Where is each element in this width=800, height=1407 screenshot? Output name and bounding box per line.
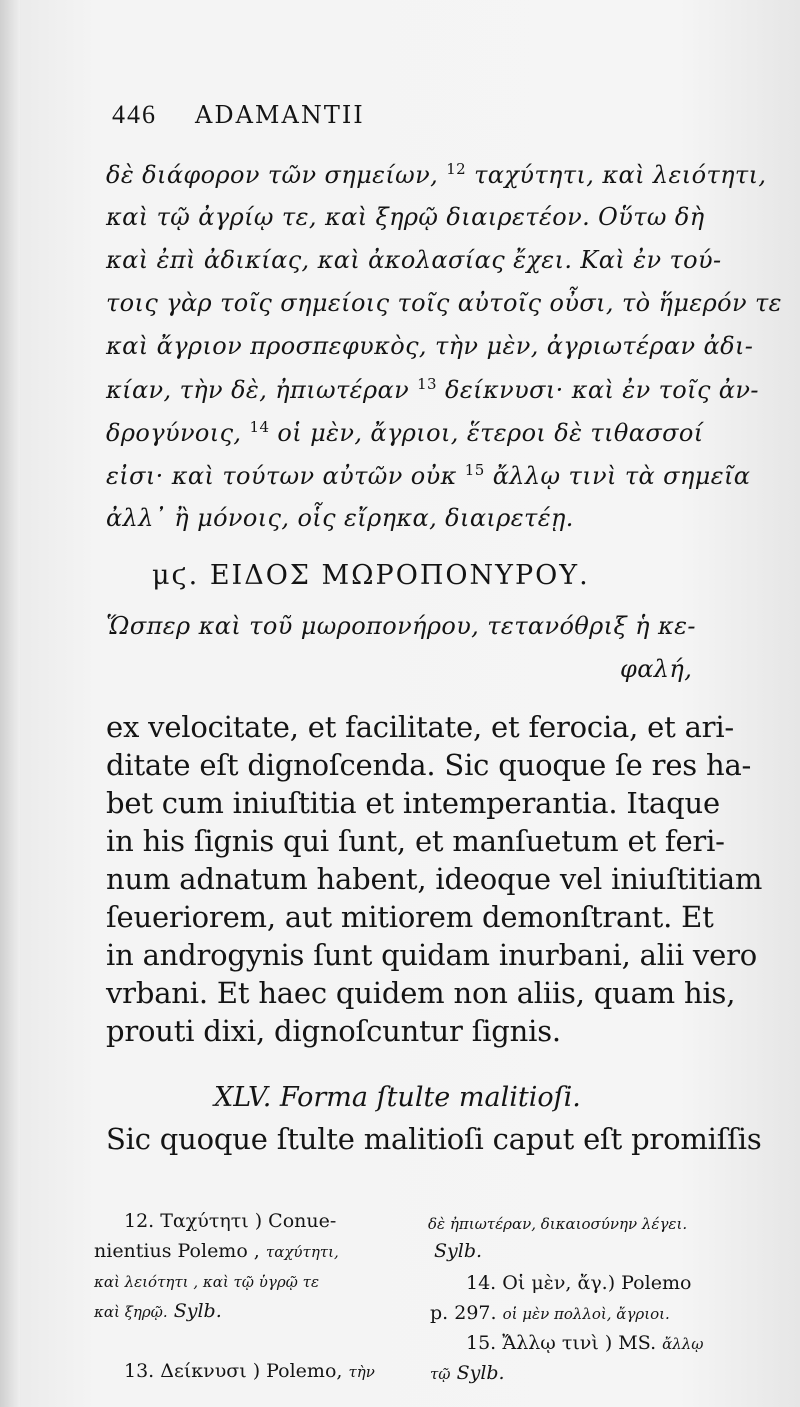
footnote-ref: 12 <box>446 160 467 178</box>
greek-line: Ὥσπερ καὶ τοῦ μωροπονήρου, τετανόθριξ ἡ κε- <box>106 612 696 640</box>
footnote-ref: 14 <box>249 418 270 436</box>
greek-line: καὶ τῷ ἀγρίῳ τε, καὶ ξηρῷ διαιρετέον. Οὕτω δὴ <box>106 203 705 231</box>
section-heading-greek: μϛ. ΕΙΔΟΣ ΜΩΡΟΠΟΝΥΡΟΥ. <box>152 560 590 591</box>
section-heading-latin: XLV. Forma ſtulte malitioſi. <box>214 1082 581 1113</box>
footnote-line: δὲ ἠπιωτέραν, δικαιοσύνην λέγει. <box>428 1215 688 1233</box>
greek-line: δρογύνοις, $^{14}$ οἱ μὲν, ἄγριοι, ἕτεροι δὲ τιθασσοί <box>106 418 704 447</box>
footnote-line: τῷ Sylb. <box>430 1362 505 1384</box>
footnote-line: nientius Polemo , ταχύτητι, <box>94 1240 339 1262</box>
latin-line: ex velocitate, et facilitate, et ferocia, et ari- <box>106 710 735 744</box>
latin-line: ditate eſt dignoſcenda. Sic quoque ſe res ha- <box>106 748 752 782</box>
latin-line: bet cum iniuſtitia et intemperantia. Itaque <box>106 786 720 820</box>
footnote-ref: 13 <box>417 375 437 393</box>
greek-line: τοις γὰρ τοῖς σημείοις τοῖς αὐτοῖς οὖσι, τὸ ἥμερόν τε <box>106 289 782 317</box>
greek-line: ἀλλ᾽ ἢ μόνοις, οἷς εἴρηκα, διαιρετέῃ. <box>106 504 574 532</box>
greek-line: καὶ ἐπὶ ἀδικίας, καὶ ἀκολασίας ἔχει. Καὶ ἐν τού- <box>106 246 722 274</box>
footnote-line: Sylb. <box>434 1240 483 1262</box>
greek-line: δὲ διάφορον τῶν σημείων, $^{12}$ ταχύτητι, καὶ λειότητι, <box>106 160 767 189</box>
running-header <box>112 100 365 130</box>
latin-line: in his ſignis qui ſunt, et manſuetum et feri- <box>106 824 725 858</box>
footnote-line: καὶ ξηρῷ. Sylb. <box>94 1300 222 1322</box>
latin-line: prouti dixi, dignoſcuntur ſignis. <box>106 1014 561 1048</box>
greek-line: φαλή, <box>620 655 693 683</box>
latin-line: vrbani. Et haec quidem non aliis, quam his, <box>106 976 736 1010</box>
footnote-line: p. 297. οἱ μὲν πολλοὶ, ἄγριοι. <box>430 1302 670 1324</box>
latin-line: ſeueriorem, aut mitiorem demonſtrant. Et <box>106 900 714 934</box>
running-title: ADAMANTII <box>195 101 365 129</box>
latin-line: Sic quoque ſtulte malitioſi caput eſt promiſſis <box>106 1122 762 1156</box>
page-gutter-shadow <box>0 0 20 1407</box>
greek-line: καὶ ἄγριον προσπεφυκὸς, τὴν μὲν, ἀγριωτέραν ἀδι- <box>106 332 754 360</box>
footnote-line: καὶ λειότητι , καὶ τῷ ὑγρῷ τε <box>94 1273 320 1291</box>
footnote-line: 13. Δείκνυσι ) Polemo, τὴν <box>124 1360 375 1382</box>
footnote-line: 14. Οἱ μὲν, ἄγ.) Polemo <box>466 1272 692 1294</box>
page-number: 446 <box>112 100 157 129</box>
latin-line: in androgynis ſunt quidam inurbani, alii vero <box>106 938 758 972</box>
footnote-ref: 15 <box>464 461 485 479</box>
latin-line: num adnatum habent, ideoque vel iniuſtitiam <box>106 862 763 896</box>
footnote-line: 12. Ταχύτητι ) Conue- <box>124 1210 337 1232</box>
greek-line: κίαν, τὴν δὲ, ἠπιωτέραν $^{13}$ δείκνυσι· καὶ ἐν τοῖς ἀν- <box>106 375 759 404</box>
footnote-line: 15. Ἄλλῳ τινὶ ) MS. ἄλλῳ <box>466 1332 704 1354</box>
greek-line: εἰσι· καὶ τούτων αὐτῶν οὐκ $^{15}$ ἄλλῳ τινὶ τὰ σημεῖα <box>106 461 751 490</box>
